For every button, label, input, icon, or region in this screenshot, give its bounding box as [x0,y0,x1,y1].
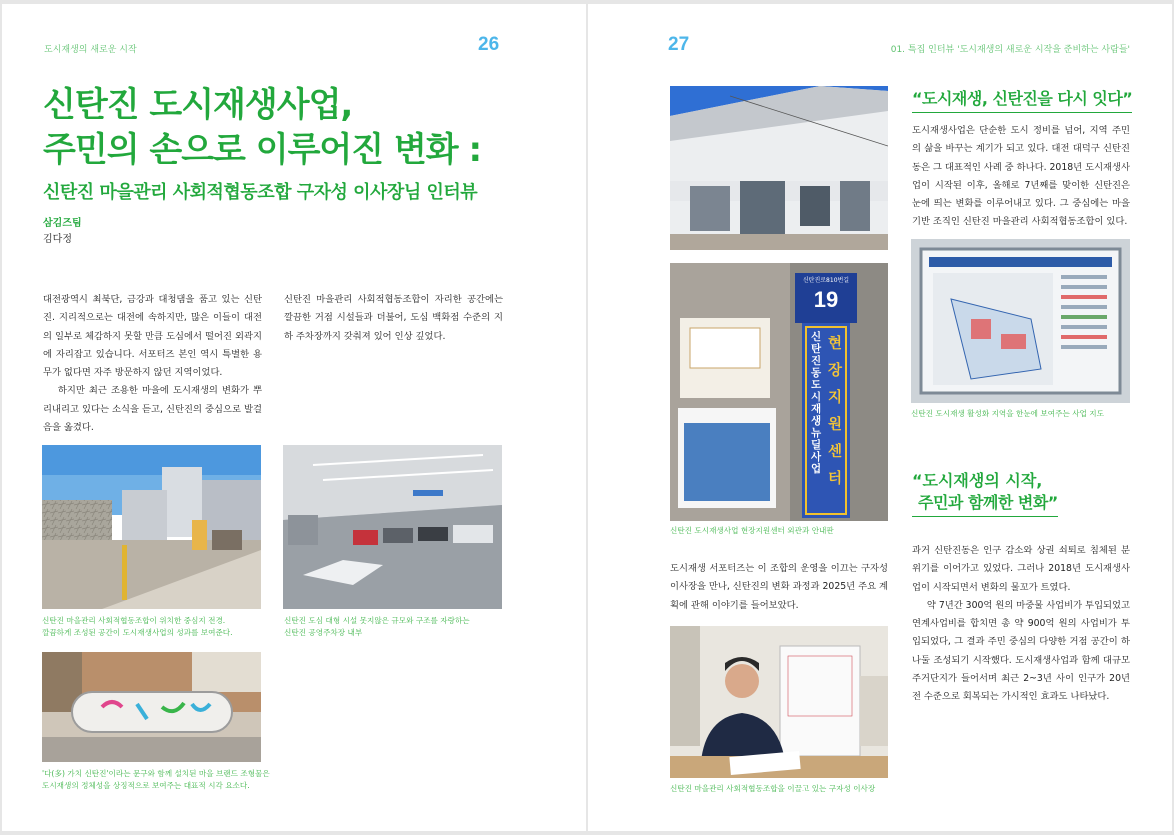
photo-project-map [911,239,1130,403]
paragraph: 하지만 최근 조용한 마을에 도시재생의 변화가 뿌리내리고 있다는 소식을 듣고, 신탄진의 중심으로 발걸음을 옮겼다. [43,385,262,434]
mid-paragraph: 도시재생 서포터즈는 이 조합의 운영을 이끄는 구자성 이사장을 만나, 신탄진의 변화 과정과 2025년 주요 계획에 관해 이야기를 들어보았다. [670,563,888,611]
page-number: 27 [668,34,690,55]
body-column-2 [284,291,503,346]
photo-caption: '다(多) 가치 신탄진'이라는 문구와 함께 설치된 마을 브랜드 조형물은 도시재생의 정체성을 상징적으로 보여주는 대표적 시각 요소다. [42,769,270,790]
paragraph: 약 7년간 300억 원의 마중물 사업비가 투입되었고 연계사업비를 합치면 총 약 900억 원의 사업비가 투입되었다, 그 결과 주민 중심의 다양한 거점 공간이 하나둘 조성되기 시작했다. 도시재생사업과 함께 대규모 주거단지가 들어서며 최근 2~3년 사이 인구가 20년 전 수준으로 회복되는 가시적인 효과도 나타났다. [912,599,1130,703]
section-header: 도시재생의 새로운 시작 [44,45,137,55]
left-page [2,4,586,831]
sign-vertical-center: 현장지원센터 [828,336,843,487]
article-subtitle: 신탄진 마을관리 사회적협동조합 구자성 이사장님 인터뷰 [43,182,478,203]
photo-center-building [670,86,888,250]
section-heading-1: “도시재생, 신탄진을 다시 잇다” [912,88,1132,113]
author-name: 김다정 [43,234,72,245]
section-paragraph: 도시재생사업은 단순한 도시 정비를 넘어, 지역 주민의 삶을 바꾸는 계기가 되고 있다. 대전 대덕구 신탄진동은 그 대표적인 사례 중 하나다. 2018년 도시재생사업이 시작된 이후, 올해로 7년째를 맞이한 신탄진은 눈에 띄는 변화를 이루어내고 있다. 그 중심에는 마을 기반 조직인 신탄진 마을관리 사회적협동조합이 있다. [912,125,1130,228]
body-column-1 [43,291,262,437]
photo-caption: 신탄진 마을관리 사회적협동조합이 위치한 중심지 전경. 깔끔하게 조성된 공간이 도시재생사업의 성과를 보여준다. [42,616,233,637]
team-name: 삼김즈팀 [43,218,82,229]
photo-caption: 신탄진 도심 대형 시설 못지않은 규모와 구조를 자랑하는 신탄진 공영주차장 내부 [284,616,470,637]
photo-chairman-portrait [670,626,888,778]
section-body-2 [912,542,1130,707]
photo-caption: 신탄진 도시재생사업 현장지원센터 외관과 안내판 [670,526,834,535]
photo-brand-sculpture [42,652,261,762]
page-number: 26 [478,34,500,55]
article-title-line2: 주민의 손으로 이루어진 변화 : [43,130,482,170]
sign-vertical-project: 신탄진동 도시재생 뉴딜사업 [811,331,822,475]
paragraph: 신탄진 마을관리 사회적협동조합이 자리한 공간에는 깔끔한 거점 시설들과 더불어, 도심 백화점 수준의 지하 주차장까지 갖춰져 있어 인상 깊었다. [284,294,503,342]
section-heading-2: “도시재생의 시작, 주민과 함께한 변화” [912,470,1058,517]
paragraph: 대전광역시 최북단, 금강과 대청댐을 품고 있는 신탄진. 지리적으로는 대전에 속하지만, 많은 이들이 대전의 일부로 체감하지 못할 만큼 도심에서 떨어진 외곽지에 자리잡고 있습니다. 서포터즈 본인 역시 특별한 용무가 없다면 자주 방문하지 않던 지역이었다. [43,294,262,379]
photo-center-signs [670,263,888,521]
sign-number: 19 [813,287,839,312]
photo-parking-garage [283,445,502,609]
paragraph: 과거 신탄진동은 인구 감소와 상권 쇠퇴로 침체된 분위기를 이어가고 있었다. 그러나 2018년 도시재생사업이 시작되면서 변화의 물꼬가 트였다. [912,545,1130,593]
photo-caption: 신탄진 도시재생 활성화 지역을 한눈에 보여주는 사업 지도 [911,409,1104,418]
sign-address: 신탄진로810번길 [802,277,850,284]
article-title-line1: 신탄진 도시재생사업, [43,85,353,125]
photo-street-view [42,445,261,609]
section-header: 01. 특집 인터뷰 '도시재생의 새로운 시작을 준비하는 사람들' [890,45,1130,55]
right-page [588,4,1172,831]
photo-caption: 신탄진 마을관리 사회적협동조합을 이끌고 있는 구자성 이사장 [670,784,876,793]
